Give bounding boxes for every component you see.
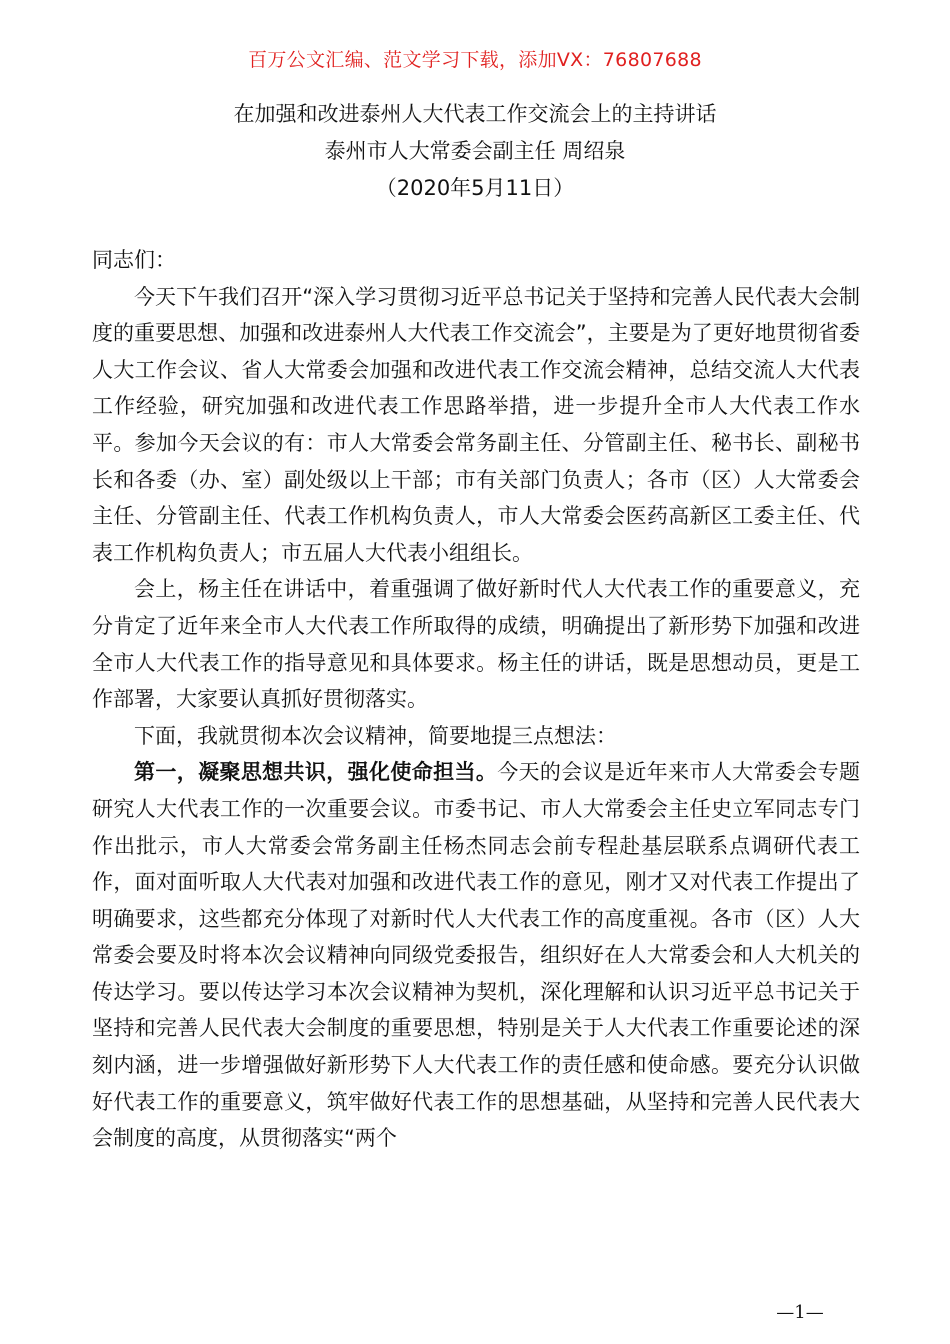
- paragraph-4: [92, 754, 860, 1157]
- date-line: （2020年5月11日）: [375, 176, 575, 200]
- paragraph-2: 会上，杨主任在讲话中，着重强调了做好新时代人大代表工作的重要意义，充分肯定了近年来全市人大代表工作所取得的成绩，明确提出了新形势下加强和改进全市人大代表工作的指导意见和具体要求。杨主任的讲话，既是思想动员，更是工作部署，大家要认真抓好贯彻落实。: [92, 577, 860, 712]
- title-block: [0, 96, 950, 207]
- point-1-text: 今天的会议是近年来市人大常委会专题研究人大代表工作的一次重要会议。市委书记、市人大常委会主任史立军同志专门作出批示，市人大常委会常务副主任杨杰同志会前专程赴基层联系点调研代表工作，面对面听取人大代表对加强和改进代表工作的意见，刚才又对代表工作提出了明确要求，这些都充分体现了对新时代人大代表工作的高度重视。各市（区）人大常委会要及时将本次会议精神向同级党委报告，组织好在人大常委会和人大机关的传达学习。要以传达学习本次会议精神为契机，深化理解和认识习近平总书记关于坚持和完善人民代表大会制度的重要思想，特别是关于人大代表工作重要论述的深刻内涵，进一步增强做好新形势下人大代表工作的责任感和使命感。要充分认识做好代表工作的重要意义，筑牢做好代表工作的思想基础，从坚持和完善人民代表大会制度的高度，从贯彻落实“两个: [92, 760, 861, 1151]
- speaker-line: 泰州市人大常委会副主任 周绍泉: [324, 139, 626, 163]
- page-number: —1—: [776, 1302, 824, 1323]
- document-body: [92, 242, 860, 1157]
- document-title: 在加强和改进泰州人大代表工作交流会上的主持讲话: [233, 102, 717, 126]
- salutation: 同志们：: [92, 248, 176, 272]
- paragraph-3: 下面，我就贯彻本次会议精神，简要地提三点想法：: [134, 723, 617, 748]
- paragraph-1: 今天下午我们召开“深入学习贯彻习近平总书记关于坚持和完善人民代表大会制度的重要思想、加强和改进泰州人大代表工作交流会”，主要是为了更好地贯彻省委人大工作会议、省人大常委会加强和改进代表工作交流会精神，总结交流人大代表工作经验，研究加强和改进代表工作思路举措，进一步提升全市人大代表工作水平。参加今天会议的有：市人大常委会常务副主任、分管副主任、秘书长、副秘书长和各委（办、室）副处级以上干部；市有关部门负责人；各市（区）人大常委会主任、分管副主任、代表工作机构负责人，市人大常委会医药高新区工委主任、代表工作机构负责人；市五届人大代表小组组长。: [92, 284, 860, 565]
- point-1-heading: 第一，凝聚思想共识，强化使命担当。: [134, 760, 498, 785]
- promo-header: 百万公文汇编、范文学习下载，添加VX：76807688: [248, 49, 702, 71]
